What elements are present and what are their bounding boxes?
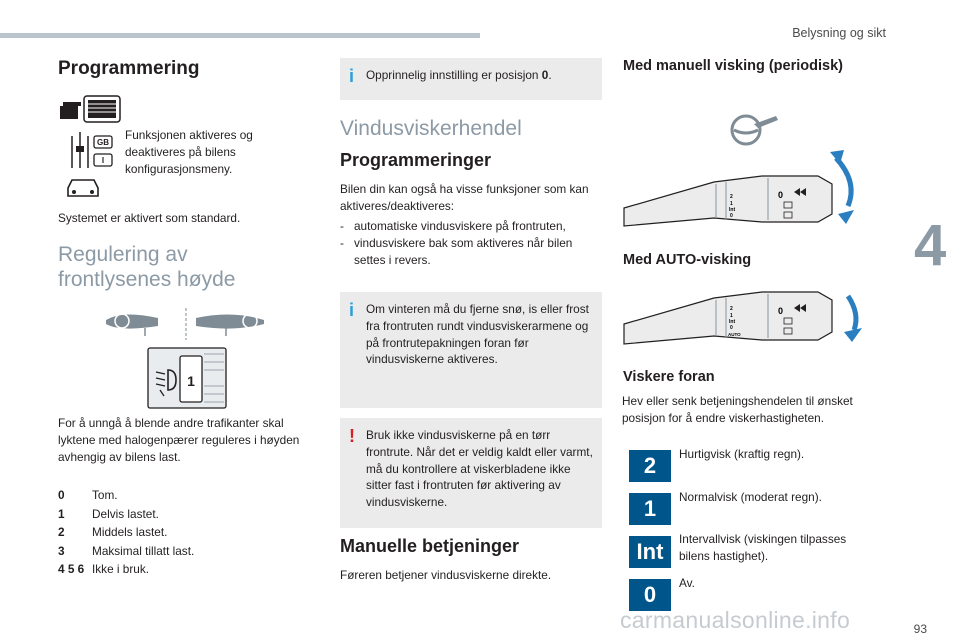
headlight-dial-illustration	[100, 302, 270, 410]
svg-text:0: 0	[778, 306, 784, 316]
section-title-manual: Manuelle betjeninger	[340, 536, 520, 556]
speed-badge-0: 0	[629, 579, 671, 611]
subtitle-front-wipers: Viskere foran	[623, 369, 715, 385]
warning-icon: !	[349, 426, 355, 446]
programming-intro: Bilen din kan også ha visse funksjoner som kan aktiveres/deaktiveres:	[340, 182, 589, 213]
config-menu-description: Funksjonen aktiveres og deaktiveres på bilens konfigurasjonsmeny.	[125, 128, 253, 176]
legend-row: 2 Middels lastet.	[58, 525, 168, 540]
dial-number: 1	[187, 373, 195, 389]
section-title-headlight: Regulering av frontlysenes høyde	[58, 243, 236, 291]
legend-row: 3 Maksimal tillatt last.	[58, 543, 195, 558]
section-title-programmering: Programmering	[58, 58, 200, 79]
headlight-text: For å unngå å blende andre trafikanter skal lyktene med halogenpærer reguleres i høyden avhengig av bilens last.	[58, 416, 300, 464]
section-title-programmeringer: Programmeringer	[340, 150, 492, 170]
speed-desc-0: Av.	[679, 576, 695, 590]
chapter-tab	[910, 212, 960, 298]
speed-badge-int: Int	[629, 536, 671, 568]
legend-row: 0 Tom.	[58, 488, 118, 503]
subtitle-auto-wiping: Med AUTO-visking	[623, 252, 752, 268]
svg-text:0: 0	[730, 325, 733, 331]
load-legend	[58, 486, 194, 579]
wiper-stalk-manual-illustration	[622, 110, 872, 248]
subtitle-manual-wiping: Med manuell visking (periodisk)	[623, 58, 843, 74]
section-title-wiper-stalk: Vindusviskerhendel	[340, 117, 522, 140]
legend-row: 4 5 6 Ikke i bruk.	[58, 562, 150, 577]
config-menu-icons	[58, 92, 124, 200]
svg-text:Int: Int	[729, 207, 736, 213]
svg-text:2: 2	[730, 306, 733, 312]
info-note-winter: i Om vinteren må du fjerne snø, is eller frost fra frontruten rundt vindusviskerarmene og på frontrutepakningen foran før vindusviskerne aktiveres.	[340, 292, 602, 408]
warning-note-dry: ! Bruk ikke vindusviskerne på en tørr frontrute. Når det er veldig kaldt eller varmt, må du kontrollere at viskerbladene ikke sitter fast i frontruten før aktivering av vindusviskerne.	[340, 418, 602, 528]
front-wipers-text: Hev eller senk betjeningshendelen til ønsket posisjon for å endre viskerhastigheten.	[622, 394, 853, 425]
running-header: Belysning og sikt	[792, 26, 886, 40]
svg-text:AUTO: AUTO	[728, 332, 741, 337]
manual-text: Føreren betjener vindusviskerne direkte.	[340, 568, 552, 582]
svg-text:1: 1	[730, 313, 733, 319]
info-note-initial: i Opprinnelig innstilling er posisjon 0.	[340, 58, 602, 100]
svg-text:0: 0	[730, 213, 733, 219]
svg-text:I: I	[101, 156, 105, 165]
speed-badge-2: 2	[629, 450, 671, 482]
svg-text:Int: Int	[729, 319, 736, 325]
watermark: carmanualsonline.info	[620, 607, 851, 633]
svg-text:0: 0	[778, 190, 784, 200]
standard-note: Systemet er aktivert som standard.	[58, 211, 241, 225]
speed-badge-1: 1	[629, 493, 671, 525]
chapter-number: 4	[914, 213, 947, 278]
legend-row: 1 Delvis lastet.	[58, 506, 159, 521]
svg-text:GB: GB	[97, 138, 109, 147]
svg-text:1: 1	[730, 201, 733, 207]
list-item: - vindusviskere bak som aktiveres når bilen settes i revers.	[340, 235, 602, 269]
info-icon: i	[349, 66, 355, 86]
programming-list	[340, 218, 602, 269]
svg-text:2: 2	[730, 194, 733, 200]
page-number: 93	[913, 622, 927, 636]
top-rule	[0, 33, 480, 38]
speed-desc-1: Normalvisk (moderat regn).	[679, 490, 822, 504]
speed-desc-int: Intervallvisk (viskingen tilpasses bilens hastighet).	[679, 532, 847, 563]
info-icon: i	[349, 300, 355, 320]
list-item: - automatiske vindusviskere på frontruten,	[340, 218, 602, 235]
wiper-stalk-auto-illustration	[622, 288, 872, 360]
speed-desc-2: Hurtigvisk (kraftig regn).	[679, 447, 805, 461]
